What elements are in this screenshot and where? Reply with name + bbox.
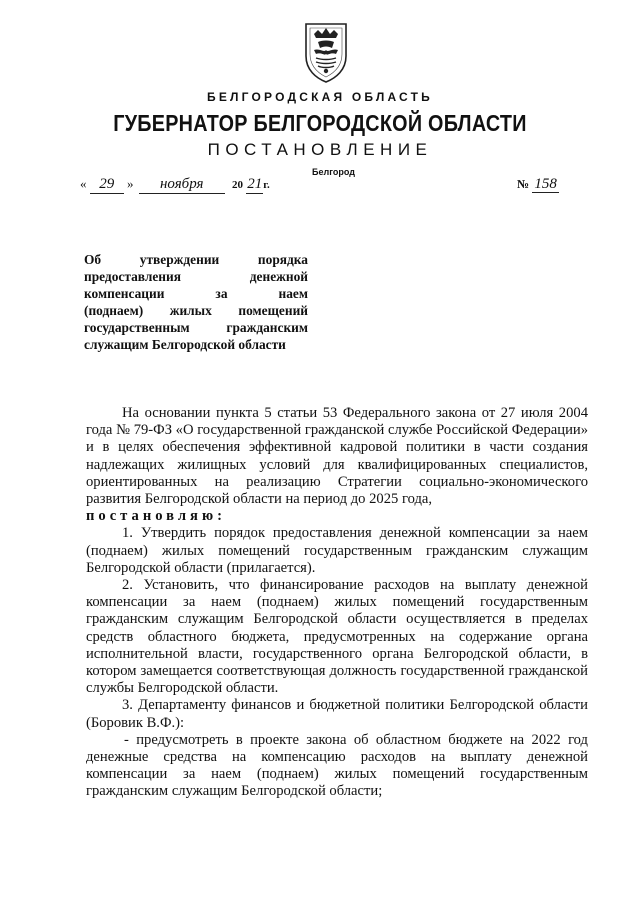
date-close-quote: » <box>127 176 134 191</box>
title-line: предоставления денежной <box>84 269 308 284</box>
decree-number <box>517 176 559 193</box>
issue-city: Белгород <box>312 167 355 177</box>
date-year-suffix: 21 <box>247 176 263 192</box>
region-name: БЕЛГОРОДСКАЯ ОБЛАСТЬ <box>207 90 433 104</box>
item-2-paragraph: 2. Установить, что финансирование расходов на выплату денежной компенсации за наем (поднаем) жилых помещений государственным гражданским служащим Белгородской области осуществляется в пределах средств областного бюджета, предусмотренных на содержание органа исполнительной власти, государственного органа Белгородской области, в котором замещается соответствующая должность государственной гражданской службы Белгородской области. <box>86 577 588 697</box>
date-day: 29 <box>90 176 124 194</box>
title-line: (поднаем) жилых помещений <box>84 303 308 318</box>
title-line: государственным гражданским <box>84 320 308 335</box>
number-label: № <box>517 177 530 191</box>
decree-title <box>84 251 308 353</box>
item-3-paragraph: 3. Департаменту финансов и бюджетной политики Белгородской области (Боровик В.Ф.): <box>86 697 588 731</box>
item-1-paragraph: 1. Утвердить порядок предоставления денежной компенсации за наем (поднаем) жилых помещений государственным гражданским служащим Белгородской области (прилагается). <box>86 525 588 576</box>
governor-heading: ГУБЕРНАТОР БЕЛГОРОДСКОЙ ОБЛАСТИ <box>113 110 527 136</box>
resolve-word: постановляю: <box>86 508 226 525</box>
date-open-quote: « <box>80 176 87 191</box>
preamble-paragraph: На основании пункта 5 статьи 53 Федерального закона от 27 июля 2004 года № 79-ФЗ «О государственной гражданской службе Российской Федерации» и в целях обеспечения эффективной кадровой политики в части создания надлежащих жилищных условий для квалифицированных специалистов, ориентированных на реализацию Стратегии социально-экономического развития Белгородской области на период до 2025 года, <box>86 405 588 508</box>
number-value: 158 <box>534 176 557 192</box>
decree-body <box>86 405 588 801</box>
item-3-subparagraph: - предусмотреть в проекте закона об областном бюджете на 2022 год денежные средства на компенсацию расходов на выплату денежной компенсации за наем (поднаем) жилых помещений государственным гражданским служащим Белгородской области; <box>86 731 588 800</box>
coat-of-arms-emblem <box>302 20 350 84</box>
title-line: Об утверждении порядка <box>84 252 308 267</box>
decree-type: ПОСТАНОВЛЕНИЕ <box>207 140 433 159</box>
date-year-abbr: г. <box>263 179 270 191</box>
decree-date <box>80 176 270 194</box>
date-year-prefix: 20 <box>232 179 243 191</box>
title-line: служащим Белгородской области <box>84 337 286 352</box>
date-month: ноября <box>139 176 225 194</box>
title-line: компенсации за наем <box>84 286 308 301</box>
